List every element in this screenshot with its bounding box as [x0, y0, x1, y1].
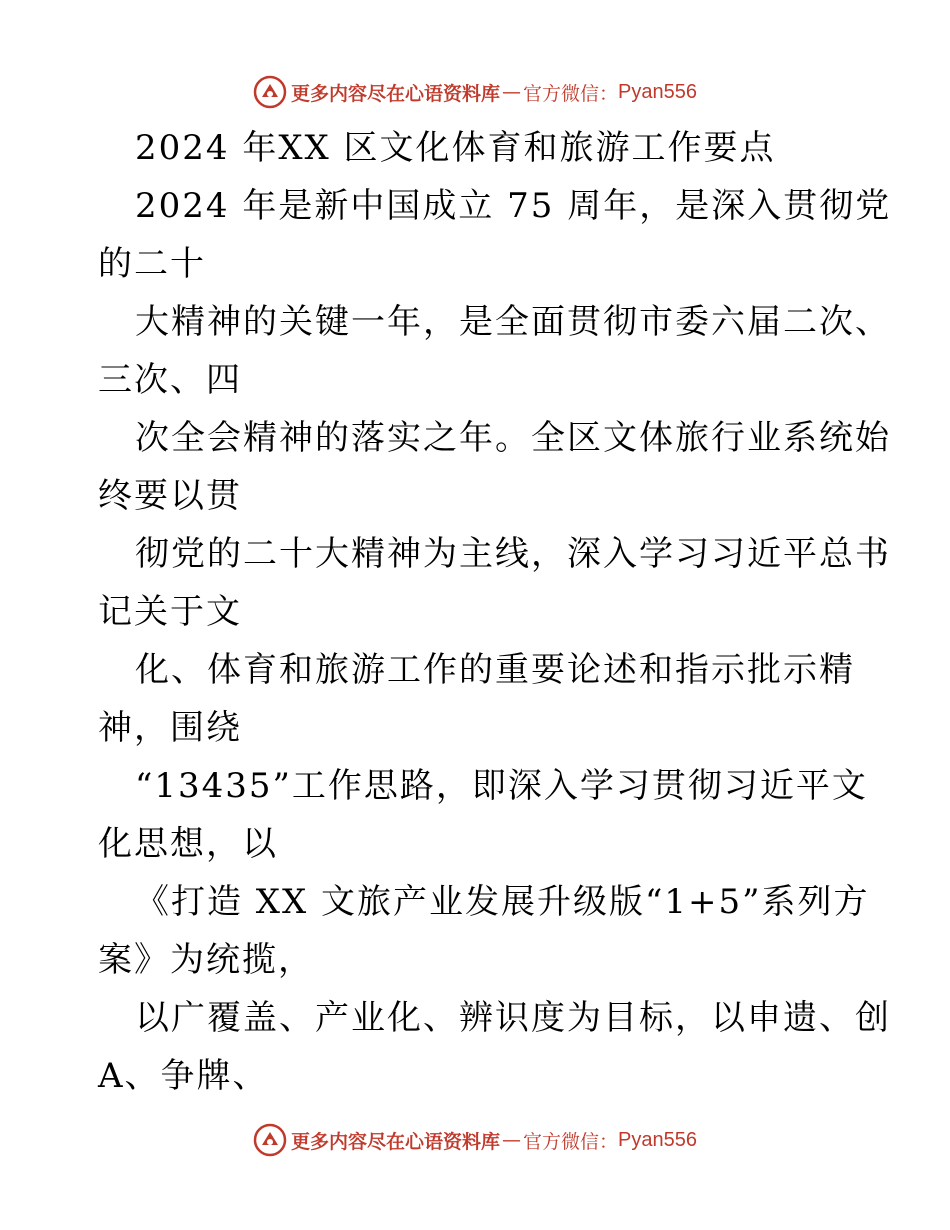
- paragraph-line: 的二十: [98, 244, 206, 284]
- paragraph-line: 《打造 XX 文旅产业发展升级版“1+5”系列方: [135, 882, 870, 922]
- paragraph-line: 化思想，以: [98, 824, 278, 864]
- watermark-id: Pyan556: [618, 1128, 697, 1151]
- paragraph-line: 神，围绕: [98, 708, 242, 748]
- paragraph-line: 彻党的二十大精神为主线，深入学习习近平总书: [135, 534, 891, 574]
- brand-logo-icon: [253, 1123, 287, 1157]
- watermark-id: Pyan556: [618, 80, 697, 103]
- paragraph-line: 2024 年是新中国成立 75 周年，是深入贯彻党: [135, 186, 892, 226]
- paragraph-line: 案》为统揽，: [98, 940, 314, 980]
- paragraph-line: 记关于文: [98, 592, 242, 632]
- paragraph-line: 次全会精神的落实之年。全区文体旅行业系统始: [135, 418, 891, 458]
- watermark-text: 更多内容尽在心语资料库: [291, 82, 501, 105]
- document-title: 2024 年XX 区文化体育和旅游工作要点: [135, 128, 776, 168]
- watermark-label: 官方微信：: [523, 1130, 619, 1153]
- watermark-label: 官方微信：: [523, 82, 619, 105]
- watermark-text: 更多内容尽在心语资料库: [291, 1130, 501, 1153]
- paragraph-line: A、争牌、: [98, 1056, 269, 1096]
- watermark-separator: —: [502, 1129, 522, 1151]
- paragraph-line: 三次、四: [98, 360, 242, 400]
- paragraph-line: 大精神的关键一年，是全面贯彻市委六届二次、: [135, 302, 891, 342]
- watermark-banner-bottom: [0, 1120, 950, 1160]
- watermark-banner-top: [0, 72, 950, 112]
- brand-logo-icon: [253, 75, 287, 109]
- paragraph-line: 化、体育和旅游工作的重要论述和指示批示精: [135, 650, 855, 690]
- paragraph-line: “13435”工作思路，即深入学习贯彻习近平文: [135, 766, 868, 806]
- paragraph-line: 终要以贯: [98, 476, 242, 516]
- paragraph-line: 以广覆盖、产业化、辨识度为目标，以申遗、创: [135, 998, 891, 1038]
- watermark-separator: —: [502, 81, 522, 103]
